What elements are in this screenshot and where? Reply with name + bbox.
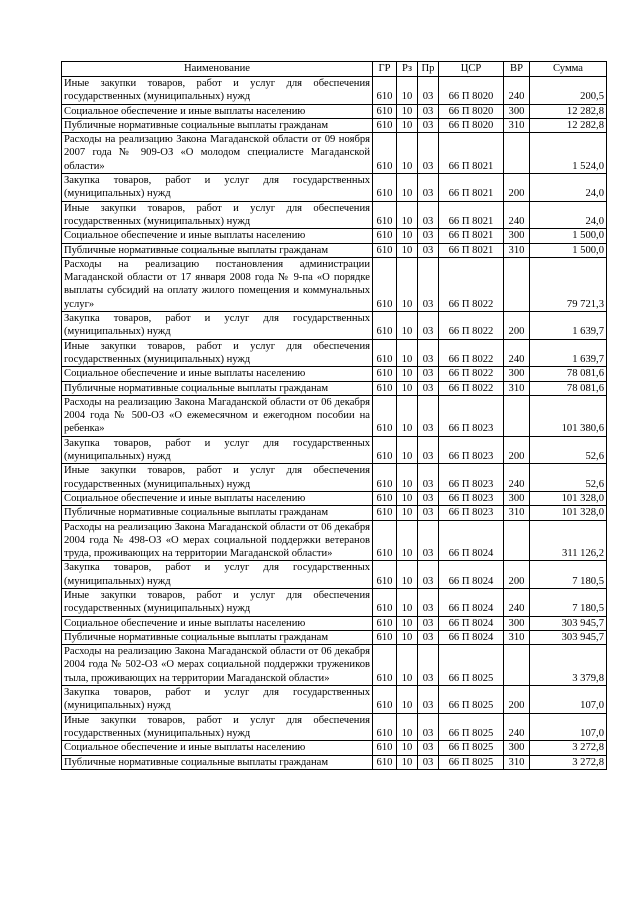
row-sum-cell: 1 500,0 [530,229,607,243]
row-gr-cell: 610 [373,367,397,381]
row-rz-cell: 10 [397,395,418,436]
row-csr-cell: 66 П 8024 [439,616,504,630]
row-gr-cell: 610 [373,588,397,616]
row-csr-cell: 66 П 8021 [439,133,504,174]
row-rz-cell: 10 [397,506,418,520]
table-header-row [62,62,607,77]
row-name-cell: Публичные нормативные социальные выплаты гражданам [62,630,373,644]
row-csr-cell: 66 П 8022 [439,339,504,367]
table-row [62,506,607,520]
row-sum-cell: 1 639,7 [530,312,607,340]
row-vr-cell: 300 [504,367,530,381]
row-name-cell: Публичные нормативные социальные выплаты гражданам [62,381,373,395]
row-sum-cell: 3 379,8 [530,645,607,686]
row-sum-cell: 311 126,2 [530,520,607,561]
row-name-cell: Закупка товаров, работ и услуг для государственных (муниципальных) нужд [62,174,373,202]
row-sum-cell: 78 081,6 [530,381,607,395]
row-sum-cell: 79 721,3 [530,257,607,311]
row-rz-cell: 10 [397,174,418,202]
budget-table [61,61,607,770]
table-row [62,395,607,436]
header-pr: Пр [418,62,439,77]
row-pr-cell: 03 [418,436,439,464]
table-row [62,367,607,381]
row-sum-cell: 303 945,7 [530,616,607,630]
row-sum-cell: 24,0 [530,174,607,202]
row-pr-cell: 03 [418,367,439,381]
row-gr-cell: 610 [373,381,397,395]
row-csr-cell: 66 П 8025 [439,645,504,686]
row-sum-cell: 1 524,0 [530,133,607,174]
row-name-cell: Расходы на реализацию Закона Магаданской области от 06 декабря 2004 года № 502-ОЗ «О мерах социальной поддержки тружеников тыла, проживающих на территории Магаданской области» [62,645,373,686]
row-rz-cell: 10 [397,201,418,229]
row-name-cell: Расходы на реализацию Закона Магаданской области от 06 декабря 2004 года № 500-ОЗ «О ежемесячном и ежегодном пособии на ребенка» [62,395,373,436]
row-pr-cell: 03 [418,520,439,561]
row-pr-cell: 03 [418,395,439,436]
row-rz-cell: 10 [397,104,418,118]
row-csr-cell: 66 П 8021 [439,174,504,202]
row-csr-cell: 66 П 8025 [439,741,504,755]
row-vr-cell: 240 [504,201,530,229]
table-row [62,520,607,561]
table-row [62,229,607,243]
budget-sheet [61,61,606,770]
row-gr-cell: 610 [373,395,397,436]
row-csr-cell: 66 П 8021 [439,201,504,229]
row-pr-cell: 03 [418,339,439,367]
row-sum-cell: 200,5 [530,77,607,105]
row-gr-cell: 610 [373,77,397,105]
row-vr-cell: 310 [504,243,530,257]
row-csr-cell: 66 П 8025 [439,755,504,769]
table-row [62,464,607,492]
row-pr-cell: 03 [418,257,439,311]
row-name-cell: Социальное обеспечение и иные выплаты населению [62,491,373,505]
row-csr-cell: 66 П 8022 [439,381,504,395]
table-row [62,312,607,340]
table-row [62,588,607,616]
row-sum-cell: 101 328,0 [530,491,607,505]
row-pr-cell: 03 [418,464,439,492]
row-name-cell: Иные закупки товаров, работ и услуг для обеспечения государственных (муниципальных) нужд [62,201,373,229]
table-row [62,436,607,464]
row-rz-cell: 10 [397,755,418,769]
row-sum-cell: 78 081,6 [530,367,607,381]
row-rz-cell: 10 [397,436,418,464]
row-name-cell: Социальное обеспечение и иные выплаты населению [62,741,373,755]
row-gr-cell: 610 [373,312,397,340]
row-rz-cell: 10 [397,118,418,132]
row-vr-cell: 310 [504,381,530,395]
row-vr-cell: 200 [504,686,530,714]
row-gr-cell: 610 [373,520,397,561]
row-pr-cell: 03 [418,133,439,174]
table-row [62,174,607,202]
row-name-cell: Социальное обеспечение и иные выплаты населению [62,104,373,118]
row-sum-cell: 7 180,5 [530,561,607,589]
row-csr-cell: 66 П 8023 [439,464,504,492]
row-csr-cell: 66 П 8021 [439,243,504,257]
row-rz-cell: 10 [397,257,418,311]
row-rz-cell: 10 [397,561,418,589]
row-sum-cell: 12 282,8 [530,118,607,132]
row-pr-cell: 03 [418,588,439,616]
row-gr-cell: 610 [373,616,397,630]
table-row [62,561,607,589]
row-vr-cell: 310 [504,755,530,769]
row-name-cell: Закупка товаров, работ и услуг для государственных (муниципальных) нужд [62,436,373,464]
row-rz-cell: 10 [397,741,418,755]
row-name-cell: Иные закупки товаров, работ и услуг для обеспечения государственных (муниципальных) нужд [62,464,373,492]
row-gr-cell: 610 [373,201,397,229]
row-name-cell: Публичные нормативные социальные выплаты гражданам [62,506,373,520]
row-gr-cell: 610 [373,491,397,505]
table-row [62,339,607,367]
header-sum: Сумма [530,62,607,77]
row-csr-cell: 66 П 8022 [439,312,504,340]
row-sum-cell: 303 945,7 [530,630,607,644]
row-pr-cell: 03 [418,104,439,118]
row-pr-cell: 03 [418,77,439,105]
row-vr-cell: 300 [504,104,530,118]
table-row [62,104,607,118]
row-name-cell: Социальное обеспечение и иные выплаты населению [62,229,373,243]
row-sum-cell: 101 328,0 [530,506,607,520]
row-gr-cell: 610 [373,104,397,118]
row-vr-cell: 300 [504,229,530,243]
row-pr-cell: 03 [418,686,439,714]
row-rz-cell: 10 [397,630,418,644]
table-row [62,257,607,311]
row-vr-cell: 240 [504,339,530,367]
row-csr-cell: 66 П 8020 [439,77,504,105]
row-vr-cell: 200 [504,312,530,340]
row-gr-cell: 610 [373,339,397,367]
table-row [62,686,607,714]
table-row [62,381,607,395]
table-row [62,741,607,755]
row-vr-cell: 310 [504,118,530,132]
row-sum-cell: 52,6 [530,464,607,492]
row-sum-cell: 107,0 [530,713,607,741]
row-gr-cell: 610 [373,243,397,257]
row-sum-cell: 3 272,8 [530,755,607,769]
row-pr-cell: 03 [418,312,439,340]
row-csr-cell: 66 П 8025 [439,686,504,714]
row-sum-cell: 3 272,8 [530,741,607,755]
row-rz-cell: 10 [397,588,418,616]
row-vr-cell: 240 [504,464,530,492]
row-gr-cell: 610 [373,464,397,492]
row-pr-cell: 03 [418,506,439,520]
row-csr-cell: 66 П 8021 [439,229,504,243]
row-sum-cell: 24,0 [530,201,607,229]
row-vr-cell [504,395,530,436]
row-vr-cell: 200 [504,561,530,589]
row-sum-cell: 52,6 [530,436,607,464]
row-name-cell: Социальное обеспечение и иные выплаты населению [62,367,373,381]
row-csr-cell: 66 П 8020 [439,118,504,132]
row-sum-cell: 1 639,7 [530,339,607,367]
row-gr-cell: 610 [373,755,397,769]
row-sum-cell: 107,0 [530,686,607,714]
row-name-cell: Иные закупки товаров, работ и услуг для обеспечения государственных (муниципальных) нужд [62,339,373,367]
header-rz: Рз [397,62,418,77]
row-gr-cell: 610 [373,561,397,589]
row-name-cell: Иные закупки товаров, работ и услуг для обеспечения государственных (муниципальных) нужд [62,588,373,616]
row-csr-cell: 66 П 8024 [439,630,504,644]
row-gr-cell: 610 [373,118,397,132]
row-vr-cell [504,257,530,311]
row-vr-cell: 200 [504,436,530,464]
table-row [62,201,607,229]
row-csr-cell: 66 П 8020 [439,104,504,118]
row-name-cell: Публичные нормативные социальные выплаты гражданам [62,755,373,769]
row-name-cell: Закупка товаров, работ и услуг для государственных (муниципальных) нужд [62,312,373,340]
row-csr-cell: 66 П 8023 [439,436,504,464]
row-vr-cell: 200 [504,174,530,202]
row-pr-cell: 03 [418,630,439,644]
row-gr-cell: 610 [373,506,397,520]
table-row [62,118,607,132]
row-name-cell: Публичные нормативные социальные выплаты гражданам [62,118,373,132]
row-rz-cell: 10 [397,686,418,714]
row-vr-cell [504,520,530,561]
row-rz-cell: 10 [397,339,418,367]
row-rz-cell: 10 [397,713,418,741]
row-pr-cell: 03 [418,713,439,741]
table-row [62,645,607,686]
row-csr-cell: 66 П 8024 [439,588,504,616]
row-gr-cell: 610 [373,645,397,686]
row-pr-cell: 03 [418,243,439,257]
row-name-cell: Иные закупки товаров, работ и услуг для обеспечения государственных (муниципальных) нужд [62,77,373,105]
row-name-cell: Расходы на реализацию Закона Магаданской области от 06 декабря 2004 года № 498-ОЗ «О мерах социальной поддержки ветеранов труда, проживающих на территории Магаданской области» [62,520,373,561]
row-name-cell: Иные закупки товаров, работ и услуг для обеспечения государственных (муниципальных) нужд [62,713,373,741]
row-csr-cell: 66 П 8025 [439,713,504,741]
table-body [62,77,607,770]
row-gr-cell: 610 [373,257,397,311]
table-row [62,77,607,105]
header-vr: ВР [504,62,530,77]
row-gr-cell: 610 [373,133,397,174]
table-row [62,755,607,769]
row-sum-cell: 7 180,5 [530,588,607,616]
row-rz-cell: 10 [397,464,418,492]
row-name-cell: Расходы на реализацию Закона Магаданской области от 09 ноября 2007 года № 909-ОЗ «О молодом специалисте Магаданской области» [62,133,373,174]
row-vr-cell [504,645,530,686]
row-pr-cell: 03 [418,741,439,755]
row-vr-cell: 300 [504,741,530,755]
row-pr-cell: 03 [418,381,439,395]
row-vr-cell: 310 [504,506,530,520]
row-vr-cell: 240 [504,588,530,616]
row-csr-cell: 66 П 8023 [439,395,504,436]
row-rz-cell: 10 [397,77,418,105]
row-pr-cell: 03 [418,616,439,630]
row-vr-cell: 300 [504,491,530,505]
row-csr-cell: 66 П 8023 [439,506,504,520]
row-rz-cell: 10 [397,381,418,395]
row-csr-cell: 66 П 8022 [439,257,504,311]
row-rz-cell: 10 [397,491,418,505]
row-vr-cell [504,133,530,174]
row-vr-cell: 240 [504,713,530,741]
row-pr-cell: 03 [418,201,439,229]
row-gr-cell: 610 [373,174,397,202]
row-vr-cell: 240 [504,77,530,105]
row-rz-cell: 10 [397,229,418,243]
row-sum-cell: 12 282,8 [530,104,607,118]
row-gr-cell: 610 [373,436,397,464]
row-gr-cell: 610 [373,630,397,644]
row-sum-cell: 101 380,6 [530,395,607,436]
row-pr-cell: 03 [418,118,439,132]
row-csr-cell: 66 П 8024 [439,561,504,589]
row-csr-cell: 66 П 8024 [439,520,504,561]
row-gr-cell: 610 [373,229,397,243]
row-csr-cell: 66 П 8022 [439,367,504,381]
row-pr-cell: 03 [418,491,439,505]
header-gr: ГР [373,62,397,77]
row-rz-cell: 10 [397,312,418,340]
row-rz-cell: 10 [397,243,418,257]
row-name-cell: Расходы на реализацию постановления администрации Магаданской области от 17 января 2008 года № 9-па «О порядке выплаты субсидий на оплату жилого помещения и коммунальных услуг» [62,257,373,311]
row-name-cell: Закупка товаров, работ и услуг для государственных (муниципальных) нужд [62,561,373,589]
row-rz-cell: 10 [397,616,418,630]
row-pr-cell: 03 [418,174,439,202]
row-name-cell: Закупка товаров, работ и услуг для государственных (муниципальных) нужд [62,686,373,714]
table-row [62,491,607,505]
table-row [62,630,607,644]
row-rz-cell: 10 [397,133,418,174]
row-gr-cell: 610 [373,741,397,755]
row-pr-cell: 03 [418,755,439,769]
row-rz-cell: 10 [397,520,418,561]
header-csr: ЦСР [439,62,504,77]
row-name-cell: Социальное обеспечение и иные выплаты населению [62,616,373,630]
table-row [62,243,607,257]
row-rz-cell: 10 [397,367,418,381]
row-pr-cell: 03 [418,229,439,243]
row-sum-cell: 1 500,0 [530,243,607,257]
row-vr-cell: 310 [504,630,530,644]
table-row [62,713,607,741]
row-name-cell: Публичные нормативные социальные выплаты гражданам [62,243,373,257]
row-pr-cell: 03 [418,645,439,686]
row-rz-cell: 10 [397,645,418,686]
row-vr-cell: 300 [504,616,530,630]
table-row [62,616,607,630]
row-csr-cell: 66 П 8023 [439,491,504,505]
row-gr-cell: 610 [373,686,397,714]
header-name: Наименование [62,62,373,77]
row-pr-cell: 03 [418,561,439,589]
row-gr-cell: 610 [373,713,397,741]
table-row [62,133,607,174]
